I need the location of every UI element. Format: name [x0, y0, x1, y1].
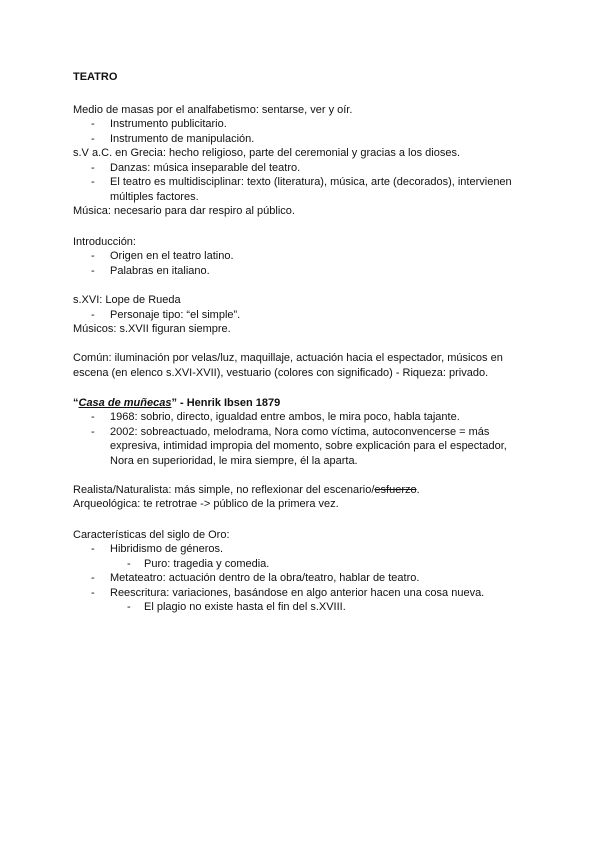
intro-bullet-4a: El teatro es multidisciplinar: texto (literatura), música, arte (decorados), intervienen — [110, 176, 512, 188]
oro-bullet-3-sub: El plagio no existe hasta el fin del s.XVIII. — [144, 601, 346, 613]
page-title: TEATRO — [73, 71, 118, 83]
xvi-musicos-line: Músicos: s.XVII figuran siempre. — [73, 323, 231, 335]
bullet-dash: - — [91, 162, 95, 174]
oro-bullet-1-sub: Puro: tragedia y comedia. — [144, 558, 270, 570]
bullet-dash: - — [91, 250, 95, 262]
bullet-dash: - — [91, 587, 95, 599]
casa-bullet-2002-c: Nora en superioridad, le mira siempre, él la aparta. — [110, 455, 358, 467]
intro-bullet-2: Instrumento de manipulación. — [110, 133, 255, 145]
intro-bullet-3: Danzas: música inseparable del teatro. — [110, 162, 301, 174]
arqueologica-line: Arqueológica: te retrotrae -> público de la primera vez. — [73, 498, 339, 510]
bullet-dash: - — [91, 309, 95, 321]
bullet-dash: - — [91, 176, 95, 188]
casa-bullet-2002-a: 2002: sobreactuado, melodrama, Nora como víctima, autoconvencerse = más — [110, 426, 490, 438]
casa-title: Casa de muñecas — [78, 397, 172, 409]
realista-line — [73, 483, 420, 497]
intro-line-1: Medio de masas por el analfabetismo: sentarse, ver y oír. — [73, 104, 353, 116]
oro-heading: Características del siglo de Oro: — [73, 529, 230, 541]
intro-bullet-1: Instrumento publicitario. — [110, 118, 227, 130]
introduccion-bullet-2: Palabras en italiano. — [110, 265, 210, 277]
xvi-heading: s.XVI: Lope de Rueda — [73, 294, 181, 306]
xvi-bullet-1: Personaje tipo: “el simple”. — [110, 309, 241, 321]
sub-bullet-dash: - — [127, 601, 131, 613]
bullet-dash: - — [91, 118, 95, 130]
casa-open-quote: “ — [73, 397, 79, 409]
bullet-dash: - — [91, 426, 95, 438]
sub-bullet-dash: - — [127, 558, 131, 570]
casa-bullet-1968: 1968: sobrio, directo, igualdad entre ambos, le mira poco, habla tajante. — [110, 411, 460, 423]
introduccion-heading: Introducción: — [73, 236, 136, 248]
intro-line-3: Música: necesario para dar respiro al público. — [73, 205, 295, 217]
bullet-dash: - — [91, 133, 95, 145]
bullet-dash: - — [91, 572, 95, 584]
oro-bullet-3: Reescritura: variaciones, basándose en algo anterior hacen una cosa nueva. — [110, 587, 485, 599]
casa-heading — [73, 396, 280, 410]
casa-bullet-2002-b: expresiva, intimidad impropia del momento, sobre explicación para el espectador, — [110, 440, 507, 452]
bullet-dash: - — [91, 543, 95, 555]
bullet-dash: - — [91, 411, 95, 423]
realista-text: Realista/Naturalista: más simple, no reflexionar del escenario/ — [73, 484, 375, 496]
bullet-dash: - — [91, 265, 95, 277]
comun-line-1: Común: iluminación por velas/luz, maquillaje, actuación hacia el espectador, músicos en — [73, 352, 503, 364]
realista-end: . — [416, 484, 420, 496]
casa-author: ” - Henrik Ibsen 1879 — [171, 397, 281, 409]
comun-line-2: escena (en elenco s.XVI-XVII), vestuario (colores con significado) - Riqueza: privado. — [73, 367, 489, 379]
oro-bullet-1: Hibridismo de géneros. — [110, 543, 224, 555]
intro-bullet-4b: múltiples factores. — [110, 191, 199, 203]
oro-bullet-2: Metateatro: actuación dentro de la obra/teatro, hablar de teatro. — [110, 572, 420, 584]
realista-strike: esfuerzo — [374, 484, 417, 496]
intro-line-2: s.V a.C. en Grecia: hecho religioso, parte del ceremonial y gracias a los dioses. — [73, 147, 461, 159]
introduccion-bullet-1: Origen en el teatro latino. — [110, 250, 234, 262]
